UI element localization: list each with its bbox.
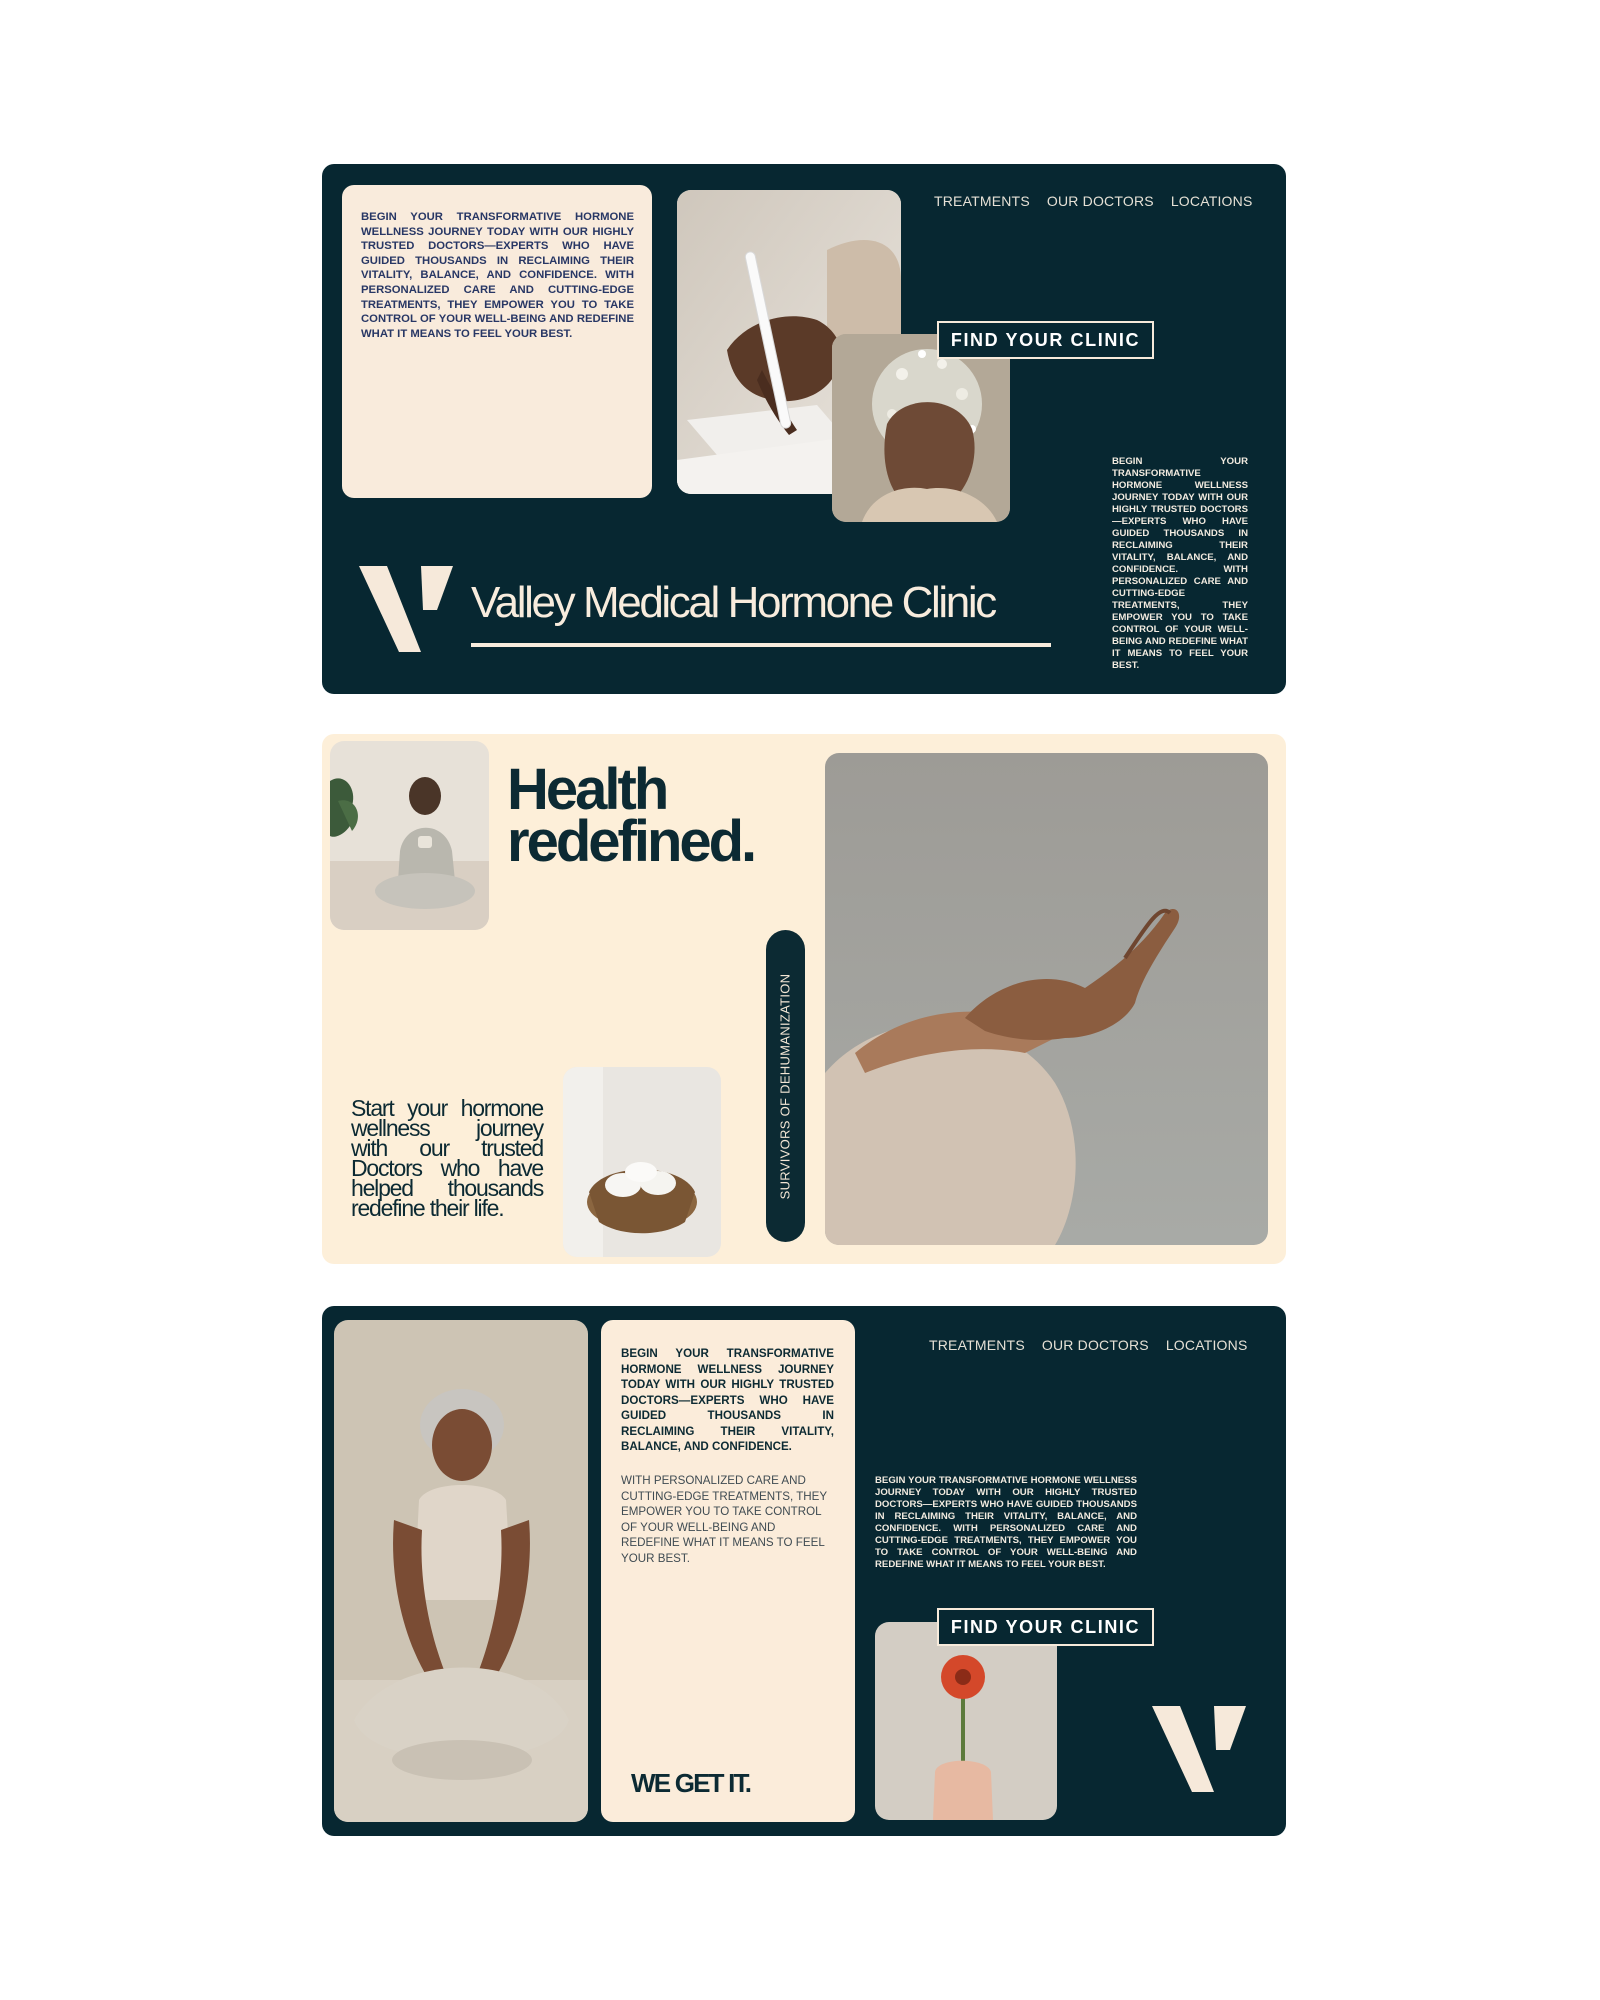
bottom-panel <box>322 1306 1286 1836</box>
clinic-title: Valley Medical Hormone Clinic <box>471 578 995 627</box>
flower-vase-photo <box>875 1622 1057 1820</box>
title-underline <box>471 643 1051 647</box>
text-regular: WITH PERSONALIZED CARE AND CUTTING-EDGE TREATMENTS, THEY EMPOWER YOU TO TAKE CONTROL OF YOUR WELL-BEING AND REDEFINE WHAT IT MEANS TO FEEL YOUR BEST. <box>621 1474 827 1565</box>
bottom-nav <box>929 1337 1247 1353</box>
headline-line-2: redefined. <box>507 809 755 874</box>
open-hand-photo <box>825 753 1268 1245</box>
nav-treatments[interactable]: TREATMENTS <box>934 193 1030 209</box>
side-text-2: BEGIN YOUR TRANSFORMATIVE HORMONE WELLNESS JOURNEY TODAY WITH OUR HIGHLY TRUSTED DOCTORS—EXPERTS WHO HAVE GUIDED THOUSANDS IN RECLAIMING THEIR VITALITY, BALANCE, AND CONFIDENCE. WITH PERSONALIZED CARE AND CUTTING-EDGE TREATMENTS, THEY EMPOWER YOU TO TAKE CONTROL OF YOUR WELL-BEING AND REDEFINE WHAT IT MEANS TO FEEL YOUR BEST. <box>875 1475 1137 1570</box>
nav-locations-2[interactable]: LOCATIONS <box>1165 1337 1248 1353</box>
nav-our-doctors-2[interactable]: OUR DOCTORS <box>1041 1337 1149 1353</box>
side-text: BEGIN YOUR TRANSFORMATIVE HORMONE WELLNESS JOURNEY TODAY WITH OUR HIGHLY TRUSTED DOCTORS—EXPERTS WHO HAVE GUIDED THOUSANDS IN RECLAIMING THEIR VITALITY, BALANCE, AND CONFIDENCE. WITH PERSONALIZED CARE AND CUTTING-EDGE TREATMENTS, THEY EMPOWER YOU TO TAKE CONTROL OF YOUR WELL-BEING AND REDEFINE WHAT IT MEANS TO FEEL YOUR BEST. <box>1112 456 1248 671</box>
text-column <box>601 1320 855 1822</box>
meditating-woman-photo <box>330 741 489 930</box>
towel-basket-photo <box>563 1067 721 1257</box>
intro-text: BEGIN YOUR TRANSFORMATIVE HORMONE WELLNESS JOURNEY TODAY WITH OUR HIGHLY TRUSTED DOCTORS—EXPERTS WHO HAVE GUIDED THOUSANDS IN RECLAIMING THEIR VITALITY, BALANCE, AND CONFIDENCE. WITH PERSONALIZED CARE AND CUTTING-EDGE TREATMENTS, THEY EMPOWER YOU TO TAKE CONTROL OF YOUR WELL-BEING AND REDEFINE WHAT IT MEANS TO FEEL YOUR BEST. <box>361 211 634 340</box>
flower-portrait-photo <box>832 334 1010 522</box>
top-nav <box>934 193 1252 209</box>
nav-treatments-2[interactable]: TREATMENTS <box>929 1337 1025 1353</box>
body-copy: Start your hormone wellness journey with our trusted Doctors who have helped thousands redefine their life. <box>351 1095 543 1221</box>
find-clinic-button-2[interactable]: FIND YOUR CLINIC <box>937 1608 1154 1646</box>
headline <box>507 757 755 874</box>
logo-v-icon-2 <box>1152 1702 1246 1796</box>
headline-line-1: Health <box>507 757 667 822</box>
hero-panel <box>322 164 1286 694</box>
tagline: WE GET IT. <box>631 1768 751 1798</box>
seated-woman-photo <box>334 1320 588 1822</box>
find-clinic-button[interactable]: FIND YOUR CLINIC <box>937 321 1154 359</box>
logo-v-icon <box>359 562 453 656</box>
nav-locations[interactable]: LOCATIONS <box>1170 193 1253 209</box>
intro-card <box>342 185 652 498</box>
nav-our-doctors[interactable]: OUR DOCTORS <box>1046 193 1154 209</box>
health-panel <box>322 734 1286 1264</box>
text-bold: BEGIN YOUR TRANSFORMATIVE HORMONE WELLNESS JOURNEY TODAY WITH OUR HIGHLY TRUSTED DOCTORS—EXPERTS WHO HAVE GUIDED THOUSANDS IN RECLAIMING THEIR VITALITY, BALANCE, AND CONFIDENCE. <box>621 1347 834 1453</box>
vertical-label-text: SURVIVORS OF DEHUMANIZATION <box>777 973 793 1200</box>
vertical-label-pill <box>766 930 805 1242</box>
